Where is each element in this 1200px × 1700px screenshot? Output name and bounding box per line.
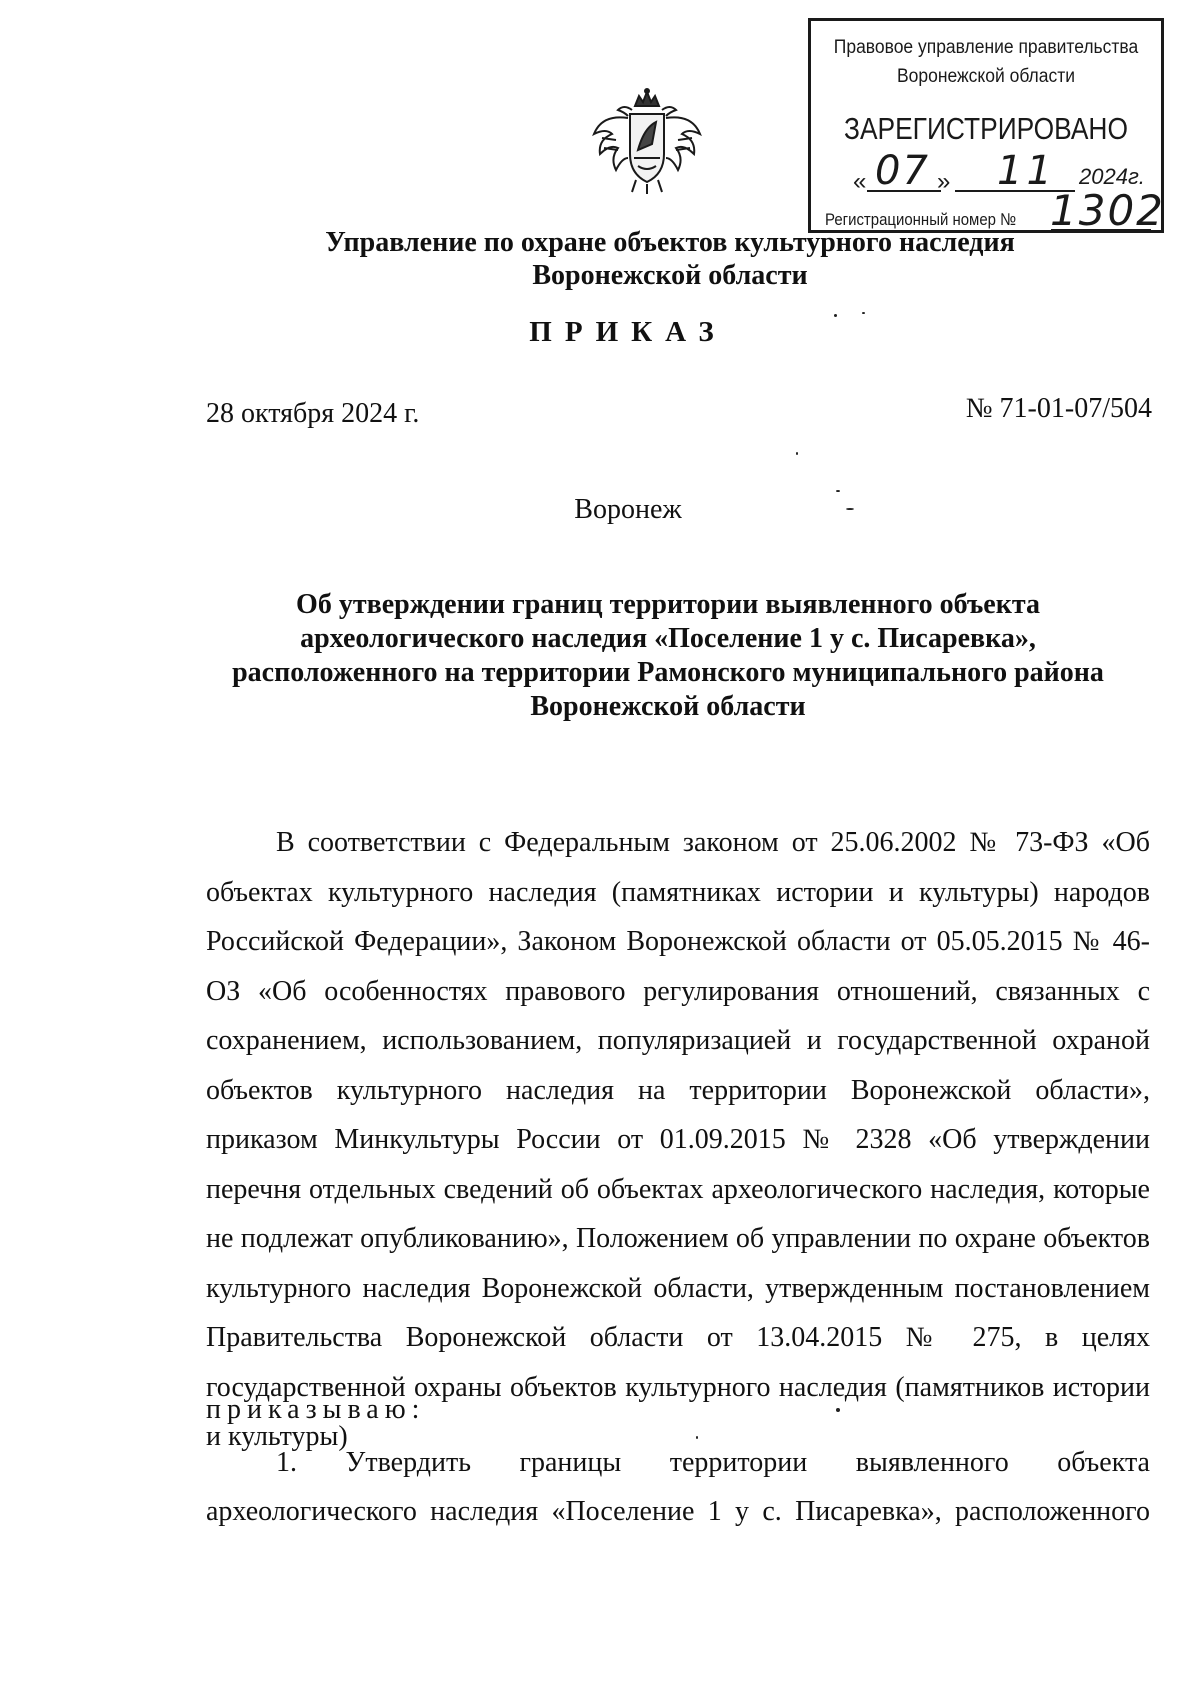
stamp-date-year: 2024г. [1079, 164, 1145, 189]
item-1-first-line [206, 1447, 1150, 1479]
item-1-cont-word: с. [762, 1496, 782, 1527]
preamble-paragraph: В соответствии с Федеральным законом от 25.06.2002 № 73-ФЗ «Об объектах культурного наследия (памятниках истории и культуры) народов Российской Федерации», Законом Воронежской области от 05.05.2015 № 46-ОЗ «Об особенностях правового регулирования отношений, связанных с сохранением, использованием, популяризацией и государственной охраной объектов культурного наследия на территории Воронежской области», приказом Минкультуры России от 01.09.2015 № 2328 «Об утверждении перечня отдельных сведений об объектах археологического наследия, которые не подлежат опубликованию», Положением об управлении по охране объектов культурного наследия Воронежской области, утвержденным постановлением Правительства Воронежской области от 13.04.2015 № 275, в целях государственной охраны объектов культурного наследия (памятников истории и культуры) [206, 827, 1150, 1452]
item-1-cont-word: «Поселение [551, 1496, 695, 1527]
stamp-organization [825, 33, 1147, 91]
subject-line1: Об утверждении границ территории выявленного объекта [296, 589, 1040, 620]
scan-speck [846, 508, 854, 510]
item-1-number: 1. [276, 1447, 297, 1478]
stamp-date-open-quote: « [853, 168, 867, 195]
item-1-cont-word: наследия [430, 1496, 539, 1527]
order-date: 28 октября 2024 г. [206, 398, 420, 429]
coat-of-arms-icon [588, 88, 706, 196]
document-type-title: ПРИКАЗ [529, 316, 727, 348]
organization-title-line1: Управление по охране объектов культурного наследия [325, 227, 1015, 258]
stamp-date-close-quote: » [937, 168, 951, 195]
scan-speck [796, 452, 798, 455]
stamp-registered-label: ЗАРЕГИСТРИРОВАНО [844, 111, 1128, 146]
item-1-cont-word: 1 [707, 1496, 722, 1527]
item-1-word: границы [519, 1447, 622, 1478]
item-1-word: территории [669, 1447, 808, 1478]
item-1-cont-word: археологического [206, 1496, 417, 1527]
item-1-cont-word: расположенного [955, 1496, 1150, 1527]
stamp-date-day: 07 [875, 148, 930, 194]
item-1-word: выявленного [855, 1447, 1009, 1478]
organization-title-line2: Воронежской области [532, 260, 808, 291]
item-1-second-line [206, 1496, 1150, 1528]
item-1-word: объекта [1057, 1447, 1150, 1478]
stamp-org-line1: Правовое управление правительства [833, 37, 1139, 58]
organization-title [140, 226, 1200, 292]
stamp-reg-number: 1302 [1050, 186, 1165, 235]
subject-line4: Воронежской области [530, 691, 806, 722]
scan-speck [696, 1436, 698, 1439]
order-number: № 71-01-07/504 [965, 393, 1152, 424]
registration-stamp [808, 18, 1164, 233]
decree-word: приказываю: [206, 1394, 426, 1425]
stamp-org-line2: Воронежской области [896, 66, 1075, 87]
stamp-date-month: 11 [997, 148, 1056, 194]
item-1-cont-word: у [735, 1496, 749, 1527]
scan-speck [836, 1408, 840, 1412]
scan-speck [836, 490, 840, 492]
order-subject [206, 588, 1130, 724]
subject-line3: расположенного на территории Рамонского муниципального района [232, 657, 1104, 688]
subject-line2: археологического наследия «Поселение 1 у с. Писаревка», [300, 623, 1036, 654]
scan-speck [862, 312, 865, 314]
item-1-word: Утвердить [345, 1447, 471, 1478]
city-name: Воронеж [574, 494, 682, 525]
item-1-cont-word: Писаревка», [795, 1496, 942, 1527]
stamp-reg-label: Регистрационный номер № [825, 210, 1017, 229]
scan-speck [834, 314, 837, 317]
